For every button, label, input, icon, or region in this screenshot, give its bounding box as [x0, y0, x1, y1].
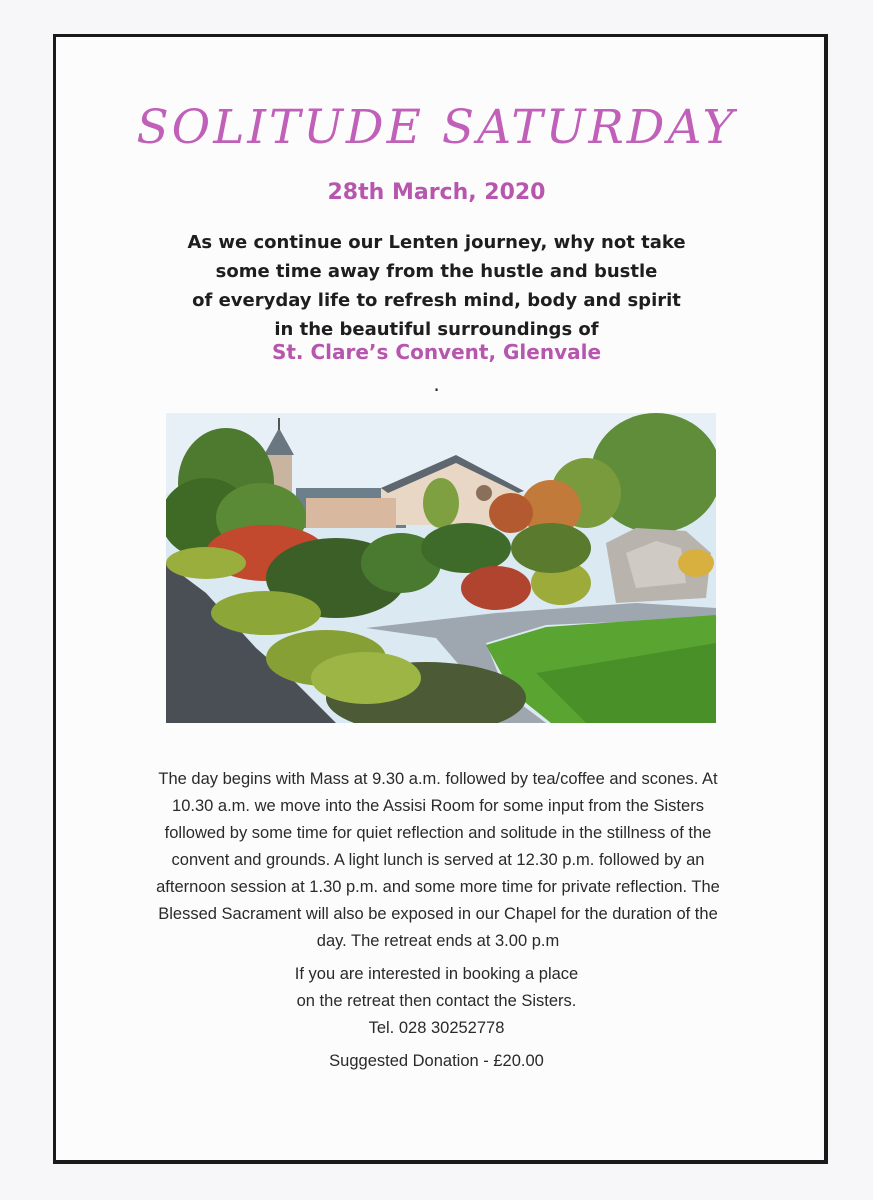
intro-line: some time away from the hustle and bustle [215, 261, 658, 282]
description-line: Blessed Sacrament will also be exposed in our Chapel for the duration of the [158, 905, 718, 923]
convent-garden-photo [166, 413, 716, 723]
intro-paragraph [0, 228, 873, 344]
description-line: The day begins with Mass at 9.30 a.m. followed by tea/coffee and scones. At [158, 770, 718, 788]
event-description [118, 766, 758, 955]
description-line: followed by some time for quiet reflection and solitude in the stillness of the [164, 824, 712, 842]
booking-info [0, 961, 873, 1042]
intro-line: of everyday life to refresh mind, body and spirit [192, 290, 681, 311]
suggested-donation: Suggested Donation - £20.00 [329, 1052, 544, 1070]
booking-line: If you are interested in booking a place [294, 965, 579, 983]
separator-dot: . [433, 372, 440, 396]
description-line: afternoon session at 1.30 p.m. and some more time for private reflection. The [156, 878, 720, 896]
phone-number: Tel. 028 30252778 [368, 1019, 505, 1037]
description-line: day. The retreat ends at 3.00 p.m [316, 932, 560, 950]
description-line: 10.30 a.m. we move into the Assisi Room for some input from the Sisters [172, 797, 704, 815]
poster-title: SOLITUDE SATURDAY [136, 100, 737, 155]
event-date: 28th March, 2020 [327, 180, 546, 205]
description-line: convent and grounds. A light lunch is served at 12.30 p.m. followed by an [171, 851, 705, 869]
booking-line: on the retreat then contact the Sisters. [296, 992, 577, 1010]
venue-name: St. Clare’s Convent, Glenvale [271, 340, 602, 364]
intro-line: As we continue our Lenten journey, why not take [187, 232, 686, 253]
intro-line: in the beautiful surroundings of [274, 319, 599, 340]
